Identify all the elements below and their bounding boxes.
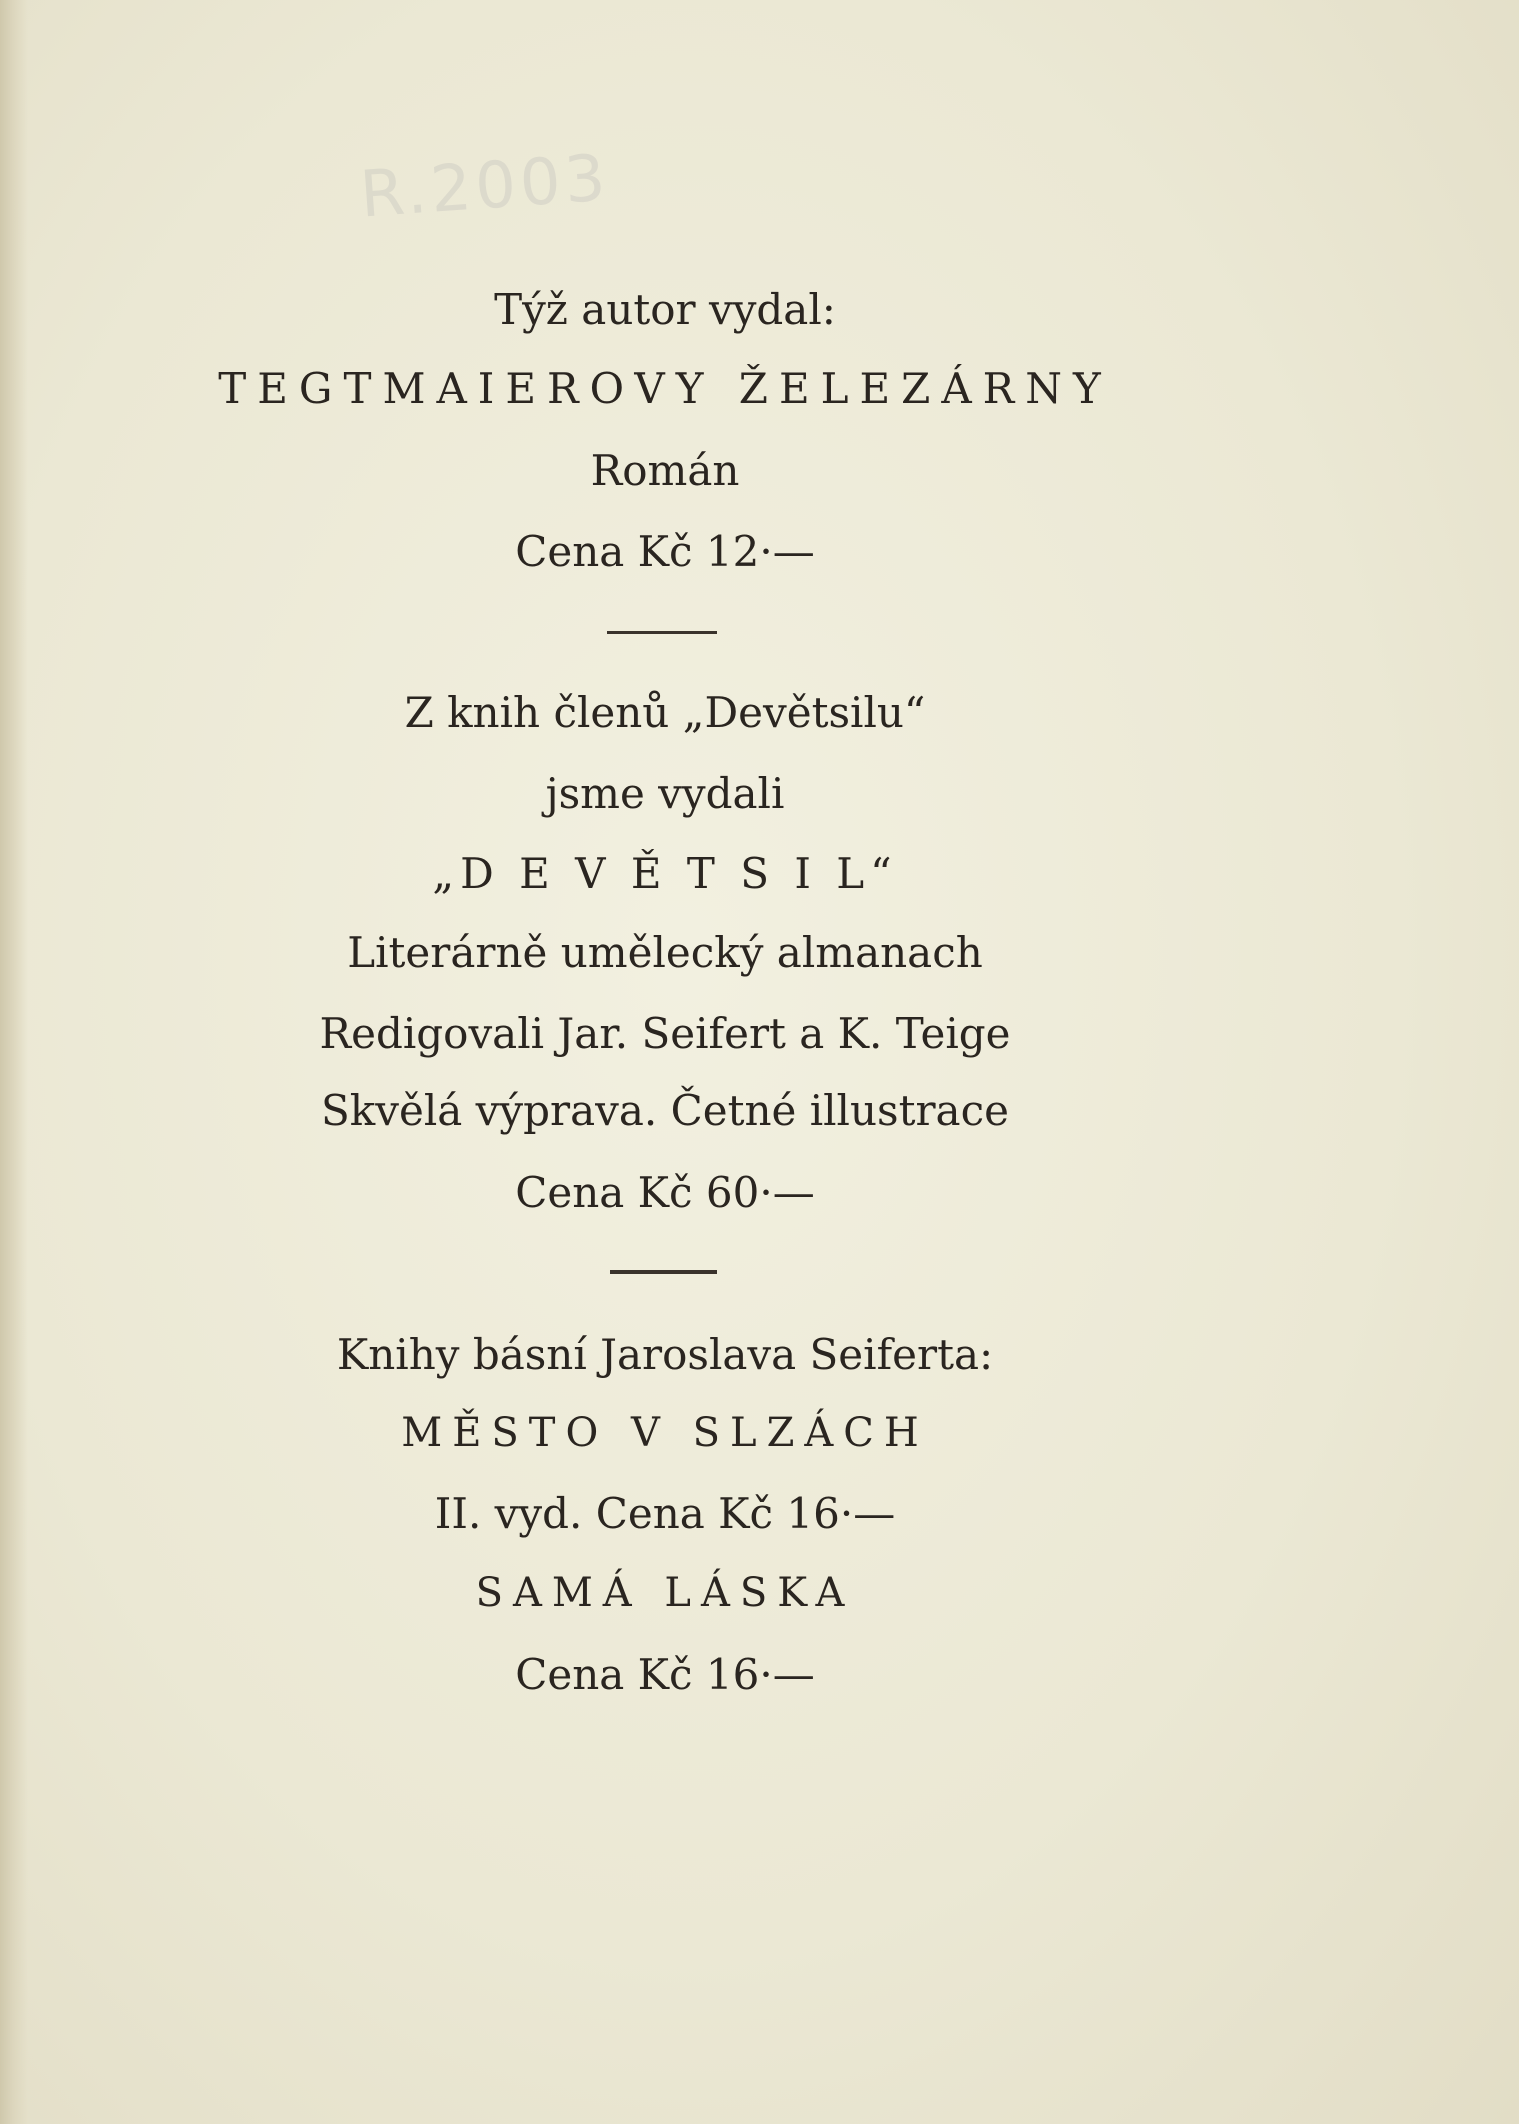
section1-intro: Týž autor vydal: bbox=[494, 285, 836, 334]
section2-subtitle: Literárně umělecký almanach bbox=[347, 928, 983, 977]
section1-book-title: TEGTMAIEROVY ŽELEZÁRNY bbox=[218, 364, 1112, 413]
section2-price: Cena Kč 60·— bbox=[515, 1168, 815, 1217]
section2-features: Skvělá výprava. Četné illustrace bbox=[321, 1086, 1009, 1135]
section3-book2-price: Cena Kč 16·— bbox=[515, 1650, 815, 1699]
section3-book2-title: SAMÁ LÁSKA bbox=[475, 1570, 855, 1616]
section2-intro-2: jsme vydali bbox=[545, 769, 785, 818]
section3-intro: Knihy básní Jaroslava Seiferta: bbox=[336, 1330, 994, 1379]
divider-2 bbox=[610, 1270, 717, 1274]
section1-genre: Román bbox=[590, 446, 740, 495]
section1-price: Cena Kč 12·— bbox=[515, 527, 815, 576]
section3-book1-price: II. vyd. Cena Kč 16·— bbox=[434, 1489, 896, 1538]
section2-editors: Redigovali Jar. Seifert a K. Teige bbox=[319, 1009, 1011, 1058]
section3-book1-title: MĚSTO V SLZÁCH bbox=[401, 1410, 929, 1456]
library-stamp: R.2003 bbox=[357, 141, 612, 233]
section2-intro: Z knih členů „Devětsilu“ bbox=[404, 688, 926, 737]
divider-1 bbox=[607, 631, 717, 634]
section2-almanac-title: „D E V Ě T S I L“ bbox=[432, 849, 898, 898]
